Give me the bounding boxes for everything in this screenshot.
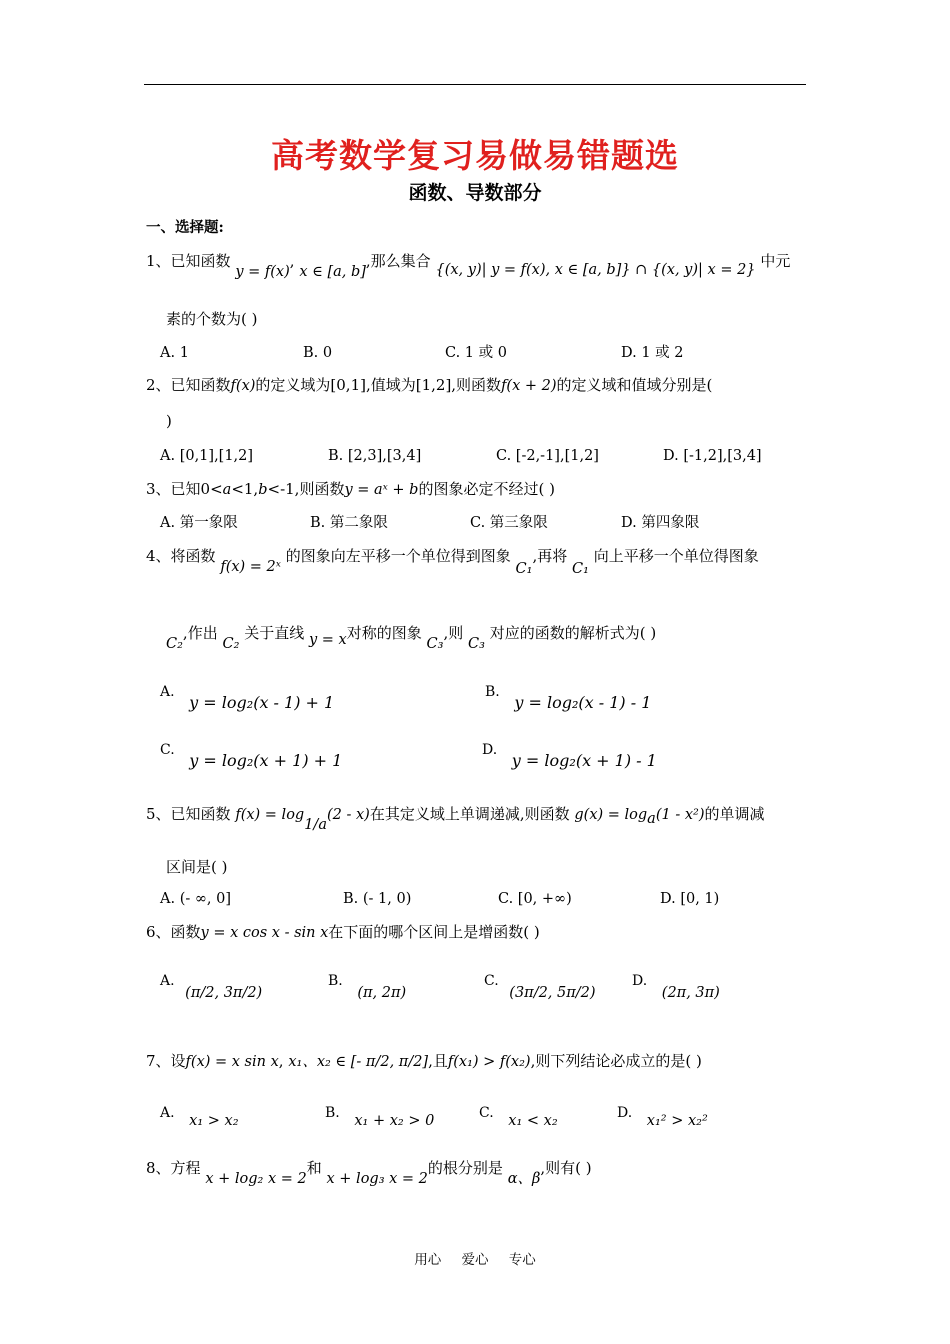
q3-mid1: <1, bbox=[231, 480, 259, 498]
q7-option-a-label: A. bbox=[160, 1105, 175, 1121]
q3-option-d: D. 第四象限 bbox=[621, 515, 700, 531]
q7-option-d bbox=[617, 1102, 708, 1129]
q3-prefix: 3、已知0< bbox=[146, 480, 223, 498]
q3-mid2: <-1,则函数 bbox=[267, 480, 345, 498]
q2-option-a: A. [0,1],[1,2] bbox=[160, 448, 254, 464]
q8-prefix: 8、方程 bbox=[146, 1159, 201, 1177]
q7-option-d-label: D. bbox=[617, 1105, 633, 1121]
q7-option-c bbox=[479, 1102, 558, 1129]
q5-continuation: 区间是( ) bbox=[166, 858, 228, 876]
question-5 bbox=[146, 803, 765, 833]
question-2 bbox=[146, 374, 712, 397]
q4-l2a: ,作出 bbox=[182, 624, 218, 642]
q6-function: y = x cos x - sin x bbox=[200, 925, 329, 941]
q1-option-a: A. 1 bbox=[160, 345, 189, 361]
q1-domain: x ∈ [a, b] bbox=[299, 264, 366, 280]
q7-option-a bbox=[160, 1102, 239, 1129]
q3-function: y = aˣ + b bbox=[344, 482, 419, 498]
q1-suffix: 中元 bbox=[760, 252, 791, 270]
q2-option-d: D. [-1,2],[3,4] bbox=[663, 448, 762, 464]
question-3 bbox=[146, 478, 555, 501]
q5-g-arg: (1 - x²) bbox=[655, 807, 705, 823]
q6-option-a bbox=[160, 970, 263, 1001]
q6-option-a-label: A. bbox=[160, 973, 175, 989]
q1-sep: , bbox=[289, 252, 295, 270]
header-rule bbox=[144, 84, 806, 85]
q7-m2: ,且 bbox=[428, 1052, 448, 1070]
q1-option-b: B. 0 bbox=[303, 345, 333, 361]
q6-option-a-expr: (π/2, 3π/2) bbox=[185, 985, 263, 1001]
q6-option-d-label: D. bbox=[632, 973, 648, 989]
q5-option-d: D. [0, 1) bbox=[660, 891, 720, 907]
q3-suffix: 的图象必定不经过( ) bbox=[418, 480, 555, 498]
question-8 bbox=[146, 1157, 592, 1187]
q1-prefix: 1、已知函数 bbox=[146, 252, 231, 270]
q4-option-a-expr: y = log₂(x - 1) + 1 bbox=[189, 693, 335, 712]
q1-continuation: 素的个数为( ) bbox=[166, 310, 258, 328]
q7-option-c-label: C. bbox=[479, 1105, 494, 1121]
q3-b: b bbox=[258, 482, 268, 498]
q4-l2e: 对应的函数的解析式为( ) bbox=[489, 624, 657, 642]
q7-suffix: ,则下列结论必成立的是( ) bbox=[530, 1052, 702, 1070]
q4-line2 bbox=[166, 622, 657, 652]
q2-prefix: 2、已知函数 bbox=[146, 376, 231, 394]
page-title: 高考数学复习易做易错题选 bbox=[271, 136, 679, 175]
q4-function: f(x) = 2ˣ bbox=[220, 559, 281, 575]
q7-option-d-expr: x₁² > x₂² bbox=[646, 1113, 708, 1129]
q2-continuation: ) bbox=[166, 412, 172, 430]
q4-option-d-label: D. bbox=[482, 742, 498, 758]
q5-g-base: a bbox=[647, 811, 656, 827]
q6-option-c-expr: (3π/2, 5π/2) bbox=[509, 985, 596, 1001]
q3-a: a bbox=[222, 482, 232, 498]
q5-option-c: C. [0, +∞) bbox=[498, 891, 572, 907]
q4-prefix: 4、将函数 bbox=[146, 547, 216, 565]
q4-suffix: 向上平移一个单位得图象 bbox=[593, 547, 759, 565]
q4-c1b: C₁ bbox=[572, 561, 589, 577]
q8-roots: α、β bbox=[507, 1171, 541, 1187]
question-1 bbox=[146, 250, 791, 280]
q8-suffix: ,则有( ) bbox=[540, 1159, 592, 1177]
question-6 bbox=[146, 921, 540, 944]
q8-equation-2: x + log₃ x = 2 bbox=[326, 1171, 428, 1187]
question-7 bbox=[146, 1050, 702, 1073]
footer-text-1: 用心 bbox=[414, 1252, 442, 1268]
q6-suffix: 在下面的哪个区间上是增函数( ) bbox=[328, 923, 540, 941]
q4-c3a: C₃ bbox=[426, 636, 444, 652]
q5-function-arg: (2 - x) bbox=[326, 807, 370, 823]
page-subtitle: 函数、导数部分 bbox=[408, 182, 542, 204]
q6-option-d bbox=[632, 970, 720, 1001]
q6-option-d-expr: (2π, 3π) bbox=[661, 985, 720, 1001]
q6-prefix: 6、函数 bbox=[146, 923, 201, 941]
q4-l2b: 关于直线 bbox=[244, 624, 305, 642]
q2-f2: f(x + 2) bbox=[501, 378, 557, 394]
q6-option-c-label: C. bbox=[484, 973, 499, 989]
q4-c1a: C₁ bbox=[515, 561, 533, 577]
q4-line-yx: y = x bbox=[308, 632, 347, 648]
q4-option-a bbox=[160, 680, 335, 712]
q4-option-b bbox=[485, 680, 652, 712]
q7-m1: , bbox=[278, 1052, 284, 1070]
footer-text-3: 专心 bbox=[508, 1252, 536, 1268]
q4-mid2: ,再将 bbox=[532, 547, 568, 565]
q7-option-a-expr: x₁ > x₂ bbox=[189, 1113, 239, 1129]
q1-set: {(x, y)| y = f(x), x ∈ [a, b]} ∩ {(x, y)| x = 2} bbox=[435, 262, 756, 278]
q6-option-b-label: B. bbox=[328, 973, 343, 989]
q5-prefix: 5、已知函数 bbox=[146, 805, 231, 823]
q4-option-d-expr: y = log₂(x + 1) - 1 bbox=[511, 751, 657, 770]
q6-option-c bbox=[484, 970, 596, 1001]
q6-option-b-expr: (π, 2π) bbox=[357, 985, 407, 1001]
q7-condition: f(x₁) > f(x₂) bbox=[447, 1054, 531, 1070]
q5-option-a: A. (- ∞, 0] bbox=[160, 891, 232, 907]
q3-option-b: B. 第二象限 bbox=[310, 515, 388, 531]
q7-option-c-expr: x₁ < x₂ bbox=[508, 1113, 558, 1129]
footer-text-2: 爱心 bbox=[461, 1252, 489, 1268]
q6-option-b bbox=[328, 970, 407, 1001]
q5-g-function: g(x) = log bbox=[574, 807, 648, 823]
q2-suffix: 的定义域和值域分别是( bbox=[556, 376, 713, 394]
q4-option-b-expr: y = log₂(x - 1) - 1 bbox=[514, 693, 652, 712]
q1-mid: ,那么集合 bbox=[365, 252, 431, 270]
q5-option-b: B. (- 1, 0) bbox=[343, 891, 412, 907]
q8-m1: 和 bbox=[306, 1159, 322, 1177]
q4-option-d bbox=[482, 738, 657, 770]
q7-prefix: 7、设 bbox=[146, 1052, 186, 1070]
q8-m2: 的根分别是 bbox=[427, 1159, 503, 1177]
q4-mid1: 的图象向左平移一个单位得到图象 bbox=[285, 547, 511, 565]
q3-option-a: A. 第一象限 bbox=[160, 515, 238, 531]
q1-function: y = f(x) bbox=[235, 264, 290, 280]
q7-interval: x₁、x₂ ∈ [- π/2, π/2] bbox=[288, 1054, 429, 1070]
q4-l2d: ,则 bbox=[443, 624, 464, 642]
question-4 bbox=[146, 545, 759, 577]
q4-option-c bbox=[160, 738, 343, 770]
page-footer bbox=[0, 1248, 950, 1268]
q7-option-b-expr: x₁ + x₂ > 0 bbox=[354, 1113, 435, 1129]
section-heading: 一、选择题: bbox=[146, 219, 224, 236]
q4-option-c-expr: y = log₂(x + 1) + 1 bbox=[189, 751, 343, 770]
q3-option-c: C. 第三象限 bbox=[470, 515, 548, 531]
q1-option-d: D. 1 或 2 bbox=[621, 345, 684, 361]
q7-option-b-label: B. bbox=[325, 1105, 340, 1121]
q5-log-base: 1/a bbox=[304, 817, 327, 833]
q7-option-b bbox=[325, 1102, 435, 1129]
q2-f1: f(x) bbox=[230, 378, 256, 394]
q4-option-a-label: A. bbox=[160, 684, 175, 700]
q4-option-b-label: B. bbox=[485, 684, 500, 700]
q4-c2a: C₂ bbox=[166, 636, 183, 652]
q2-option-b: B. [2,3],[3,4] bbox=[328, 448, 422, 464]
q5-suffix: 的单调减 bbox=[704, 805, 765, 823]
q4-option-c-label: C. bbox=[160, 742, 175, 758]
q4-c2b: C₂ bbox=[222, 636, 240, 652]
q4-l2c: 对称的图象 bbox=[346, 624, 422, 642]
q5-function: f(x) = log bbox=[235, 807, 305, 823]
q5-mid: 在其定义域上单调递减,则函数 bbox=[369, 805, 570, 823]
q7-function: f(x) = x sin x bbox=[185, 1054, 279, 1070]
q2-mid: 的定义域为[0,1],值域为[1,2],则函数 bbox=[255, 376, 502, 394]
q8-equation-1: x + log₂ x = 2 bbox=[205, 1171, 307, 1187]
q1-option-c: C. 1 或 0 bbox=[445, 345, 507, 361]
q4-c3b: C₃ bbox=[468, 636, 485, 652]
q2-option-c: C. [-2,-1],[1,2] bbox=[496, 448, 599, 464]
